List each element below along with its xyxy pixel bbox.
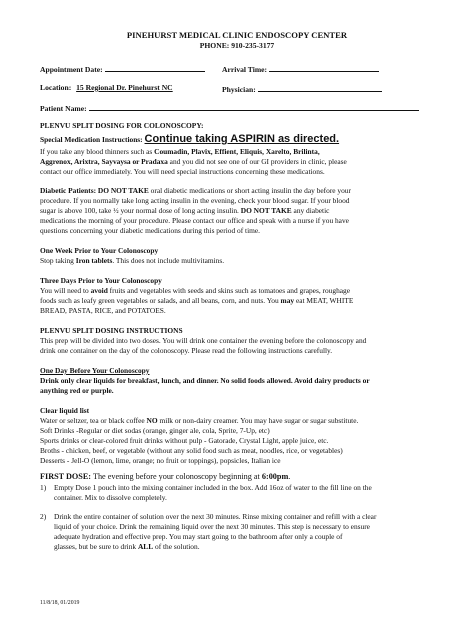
clinic-phone: PHONE: 910-235-3177	[199, 41, 275, 50]
one-week-line-1: Stop taking Iron tablets. This does not include multivitamins.	[40, 256, 225, 265]
dosing-instructions-line-1: This prep will be divided into two doses. You will drink one container the evening before the colonoscopy and	[40, 336, 367, 345]
clear-liquid-line-3: Sports drinks or clear-colored fruit drinks without pulp - Gatorade, Crystal Light, apple juice, etc.	[40, 436, 329, 445]
three-days-line-1: You will need to avoid fruits and vegetables with seeds and skins such as tomatoes and grapes, roughage	[40, 286, 351, 295]
clinic-title: PINEHURST MEDICAL CLINIC ENDOSCOPY CENTER	[126, 30, 348, 40]
clear-liquid-line-5: Desserts - Jell-O (lemon, lime, orange; no fruit or toppings), popsicles, Italian ice	[40, 456, 281, 465]
appointment-date-field[interactable]	[40, 63, 205, 74]
physician-label: Physician:	[222, 85, 256, 94]
first-dose-line: FIRST DOSE: The evening before your colonoscopy beginning at 6:00pm.	[40, 472, 291, 481]
physician-field[interactable]	[222, 83, 382, 94]
diabetic-line-1: Diabetic Patients: DO NOT TAKE oral diabetic medications or short acting insulin the day before your	[40, 186, 351, 195]
clear-liquid-line-1: Water or seltzer, tea or black coffee NO milk or non-dairy creamer. You may have sugar or sugar substitute.	[40, 416, 359, 425]
three-days-line-2: foods such as leafy green vegetables or salads, and all beans, corn, and nuts. You may eat MEAT, WHITE	[40, 296, 354, 305]
location-label: Location:	[40, 83, 72, 92]
location-field	[40, 83, 204, 92]
special-instructions	[40, 132, 440, 146]
three-days-line-3: BREAD, PASTA, RICE, and POTATOES.	[40, 306, 166, 315]
physician-line[interactable]	[258, 83, 382, 92]
prep-heading: PLENVU SPLIT DOSING FOR COLONOSCOPY:	[40, 121, 204, 130]
one-day-line-2: anything red or purple.	[40, 386, 114, 395]
document-page: PINEHURST MEDICAL CLINIC ENDOSCOPY CENTER PHONE: 910-235-3177 Appointment Date: Arrival Time: Location: 15 Regional Dr. Pinehurst NC Physician: Patient Name: PLENVU SPLIT DOSING FOR COLONOSCOPY: Special Medication Instructions: Continue taking ASPIRIN as directed. If you take any blood thinners such as Coumadin, Plavix, Effient, Eliquis, Xarelto, Brilinta, Aggrenox, Arixtra, Sayvaysa or Pradaxa and you did not see one of our GI providers in clinic, please contact our office immediately. You will need special instructions concerning these medications. Diabetic Patients: DO NOT TAKE oral diabetic medications or short acting insulin the day before your procedure. If you normally take long acting insulin in the evening, check your blood sugar. If your blood sugar is above 100, take ½ your normal dose of long acting insulin. DO NOT TAKE any diabetic medications the morning of your procedure. Please contact our office and speak with a nurse if you have questions concerning your diabetic medications during this period of time. One Week Prior to Your Colonoscopy Stop taking Iron tablets. This does not include multivitamins. Three Days Prior to Your Colonoscopy You will need to avoid fruits and vegetables with seeds and skins such as tomatoes and grapes, roughage foods such as leafy green vegetables or salads, and all beans, corn, and nuts. You may eat MEAT, WHITE BREAD, PASTA, RICE, and POTATOES. PLENVU SPLIT DOSING INSTRUCTIONS This prep will be divided into two doses. You will drink one container the evening before the colonoscopy and drink one container on the day of the colonoscopy. Please read the following instructions carefully. One Day Before Your Colonoscopy Drink only clear liquids for breakfast, lunch, and dinner. No solid foods allowed. Avoid dairy products or anything red or purple. Clear liquid list Water or seltzer, tea or black coffee NO milk or non-dairy creamer. You may have sugar or sugar substitute. Soft Drinks -Regular or diet sodas (orange, ginger ale, cola, Sprite, 7-Up, etc) Sports drinks or clear-colored fruit drinks without pulp - Gatorade, Crystal Light, apple juice, etc. Broths - chicken, beef, or vegetable (without any solid food such as meat, noodles, rice, or vegetables) Desserts - Jell-O (lemon, lime, orange; no fruit or toppings), popsicles, Italian ice FIRST DOSE: The evening before your colonoscopy beginning at 6:00pm. 1) Empty Dose 1 pouch into the mixing container included in the box. Add 16oz of water to the fill line on the container. Mix to dissolve completely. 2) Drink the entire container of solution over the next 30 minutes. Rinse mixing container and refill with a clear liquid of your choice. Drink the remaining liquid over the next 30 minutes. This step is necessary to ensure adequate hydration and effective prep. You may start going to the bathroom after only a couple of glasses, but be sure to drink ALL of the solution. 11/8/18, 01/2019	[0, 0, 474, 630]
clear-liquid-line-2: Soft Drinks -Regular or diet sodas (orange, ginger ale, cola, Sprite, 7-Up, etc)	[40, 426, 270, 435]
one-week-heading: One Week Prior to Your Colonoscopy	[40, 246, 159, 255]
diabetic-line-5: questions concerning your diabetic medications during this period of time.	[40, 226, 261, 235]
special-instructions-label: Special Medication Instructions:	[40, 135, 143, 144]
blood-thinner-line-2: Aggrenox, Arixtra, Sayvaysa or Pradaxa and you did not see one of our GI providers in clinic, please	[40, 157, 347, 166]
clear-liquid-line-4: Broths - chicken, beef, or vegetable (without any solid food such as meat, noodles, rice, or vegetables)	[40, 446, 343, 455]
revision-date: 11/8/18, 01/2019	[40, 600, 80, 606]
location-value: 15 Regional Dr. Pinehurst NC	[76, 83, 173, 92]
diabetic-line-4: medications the morning of your procedure. Please contact our office and speak with a nurse if you have	[40, 216, 349, 225]
special-instructions-value: Continue taking ASPIRIN as directed.	[144, 133, 340, 145]
appointment-date-label: Appointment Date:	[40, 65, 103, 74]
one-day-heading: One Day Before Your Colonoscopy	[40, 366, 150, 375]
three-days-heading: Three Days Prior to Your Colonoscopy	[40, 276, 162, 285]
arrival-time-label: Arrival Time:	[222, 65, 268, 74]
dosing-instructions-heading: PLENVU SPLIT DOSING INSTRUCTIONS	[40, 326, 183, 335]
patient-name-line[interactable]	[89, 102, 419, 111]
clear-liquid-heading: Clear liquid list	[40, 406, 90, 415]
diabetic-line-3: sugar is above 100, take ½ your normal dose of long acting insulin. DO NOT TAKE any diabetic	[40, 206, 330, 215]
dosing-instructions-line-2: drink one container on the day of the colonoscopy. Please read the following instructions carefully.	[40, 346, 333, 355]
patient-name-label: Patient Name:	[40, 104, 87, 113]
one-day-line-1: Drink only clear liquids for breakfast, lunch, and dinner. No solid foods allowed. Avoid dairy products or	[40, 376, 370, 385]
patient-name-field[interactable]	[40, 102, 419, 113]
blood-thinner-line-1: If you take any blood thinners such as Coumadin, Plavix, Effient, Eliquis, Xarelto, Brilinta,	[40, 147, 320, 156]
blood-thinner-line-3: contact our office immediately. You will need special instructions concerning these medications.	[40, 167, 325, 176]
appointment-date-line[interactable]	[105, 63, 205, 72]
arrival-time-field[interactable]	[222, 63, 379, 74]
diabetic-line-2: procedure. If you normally take long acting insulin in the evening, check your blood sugar. If your blood	[40, 196, 350, 205]
arrival-time-line[interactable]	[269, 63, 379, 72]
